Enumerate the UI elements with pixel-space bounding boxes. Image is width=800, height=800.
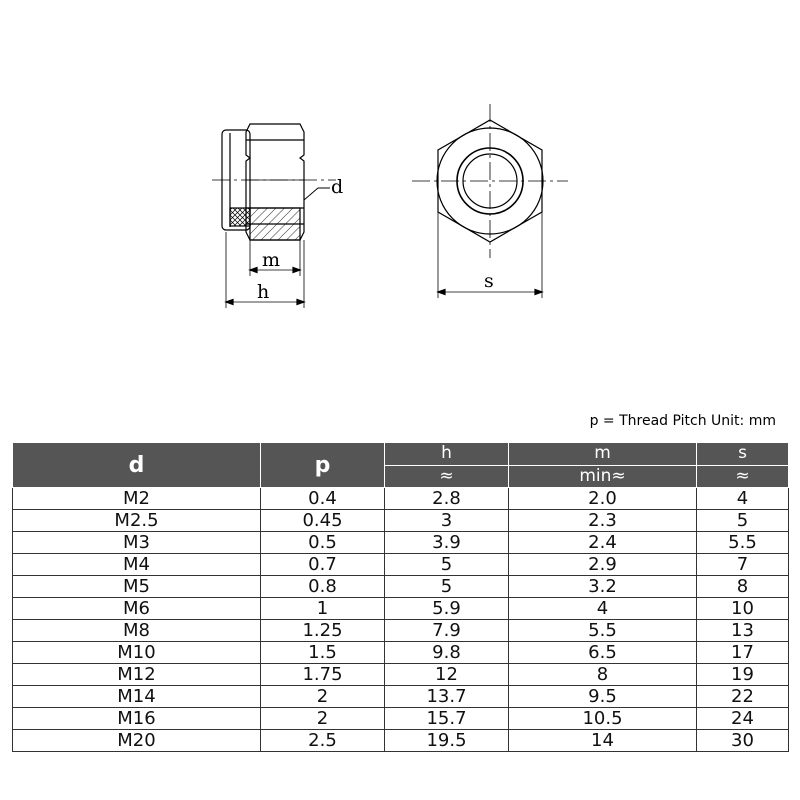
- cell-h: 3.9: [385, 532, 509, 554]
- cell-m: 14: [509, 730, 697, 752]
- cell-m: 6.5: [509, 642, 697, 664]
- cell-d: M2.5: [13, 510, 261, 532]
- cell-h: 9.8: [385, 642, 509, 664]
- table-row: [13, 532, 789, 554]
- cell-m: 2.9: [509, 554, 697, 576]
- cell-h: 15.7: [385, 708, 509, 730]
- cell-d: M6: [13, 598, 261, 620]
- cell-s: 10: [697, 598, 789, 620]
- label-h: h: [257, 281, 270, 303]
- front-view: [412, 104, 568, 298]
- cell-s: 13: [697, 620, 789, 642]
- table-row: [13, 488, 789, 510]
- cell-d: M2: [13, 488, 261, 510]
- cell-d: M8: [13, 620, 261, 642]
- unit-note: p = Thread Pitch Unit: mm: [589, 413, 776, 429]
- label-d: d: [331, 176, 344, 198]
- cell-m: 9.5: [509, 686, 697, 708]
- table-body: [13, 488, 789, 752]
- header-d: d: [13, 443, 261, 488]
- side-view: [212, 124, 336, 308]
- cell-h: 5: [385, 576, 509, 598]
- cell-h: 13.7: [385, 686, 509, 708]
- cell-s: 8: [697, 576, 789, 598]
- table-row: [13, 730, 789, 752]
- header-p: p: [261, 443, 385, 488]
- cell-d: M5: [13, 576, 261, 598]
- cell-h: 2.8: [385, 488, 509, 510]
- cell-s: 4: [697, 488, 789, 510]
- cell-p: 0.5: [261, 532, 385, 554]
- cell-p: 1.25: [261, 620, 385, 642]
- cell-p: 1: [261, 598, 385, 620]
- label-m: m: [262, 249, 281, 271]
- cell-p: 0.4: [261, 488, 385, 510]
- cell-d: M14: [13, 686, 261, 708]
- cell-s: 17: [697, 642, 789, 664]
- cell-h: 3: [385, 510, 509, 532]
- table-row: [13, 510, 789, 532]
- cell-m: 3.2: [509, 576, 697, 598]
- table-row: [13, 708, 789, 730]
- cell-m: 5.5: [509, 620, 697, 642]
- cell-d: M20: [13, 730, 261, 752]
- cell-s: 5: [697, 510, 789, 532]
- cell-s: 22: [697, 686, 789, 708]
- table-row: [13, 664, 789, 686]
- cell-p: 1.75: [261, 664, 385, 686]
- cell-p: 0.45: [261, 510, 385, 532]
- dimension-table: [12, 442, 789, 752]
- cell-h: 5.9: [385, 598, 509, 620]
- table-row: [13, 598, 789, 620]
- table-row: [13, 642, 789, 664]
- table-row: [13, 620, 789, 642]
- cell-d: M4: [13, 554, 261, 576]
- cell-p: 2: [261, 686, 385, 708]
- cell-p: 0.7: [261, 554, 385, 576]
- header-h-sub: ≈: [385, 465, 509, 488]
- cell-h: 5: [385, 554, 509, 576]
- cell-h: 7.9: [385, 620, 509, 642]
- label-s: s: [484, 270, 494, 292]
- cell-m: 2.0: [509, 488, 697, 510]
- cell-s: 19: [697, 664, 789, 686]
- header-h: h: [385, 443, 509, 466]
- header-m-sub: min≈: [509, 465, 697, 488]
- table-row: [13, 576, 789, 598]
- header-s: s: [697, 443, 789, 466]
- cell-p: 0.8: [261, 576, 385, 598]
- cell-m: 8: [509, 664, 697, 686]
- cell-d: M3: [13, 532, 261, 554]
- cell-s: 5.5: [697, 532, 789, 554]
- cell-s: 30: [697, 730, 789, 752]
- cell-h: 12: [385, 664, 509, 686]
- cell-p: 2.5: [261, 730, 385, 752]
- table-row: [13, 554, 789, 576]
- cell-d: M16: [13, 708, 261, 730]
- header-s-sub: ≈: [697, 465, 789, 488]
- cell-m: 10.5: [509, 708, 697, 730]
- cell-p: 1.5: [261, 642, 385, 664]
- header-m: m: [509, 443, 697, 466]
- cell-p: 2: [261, 708, 385, 730]
- cell-s: 24: [697, 708, 789, 730]
- table-row: [13, 686, 789, 708]
- cell-d: M10: [13, 642, 261, 664]
- cell-m: 2.3: [509, 510, 697, 532]
- cell-h: 19.5: [385, 730, 509, 752]
- cell-d: M12: [13, 664, 261, 686]
- cell-m: 2.4: [509, 532, 697, 554]
- cell-s: 7: [697, 554, 789, 576]
- cell-m: 4: [509, 598, 697, 620]
